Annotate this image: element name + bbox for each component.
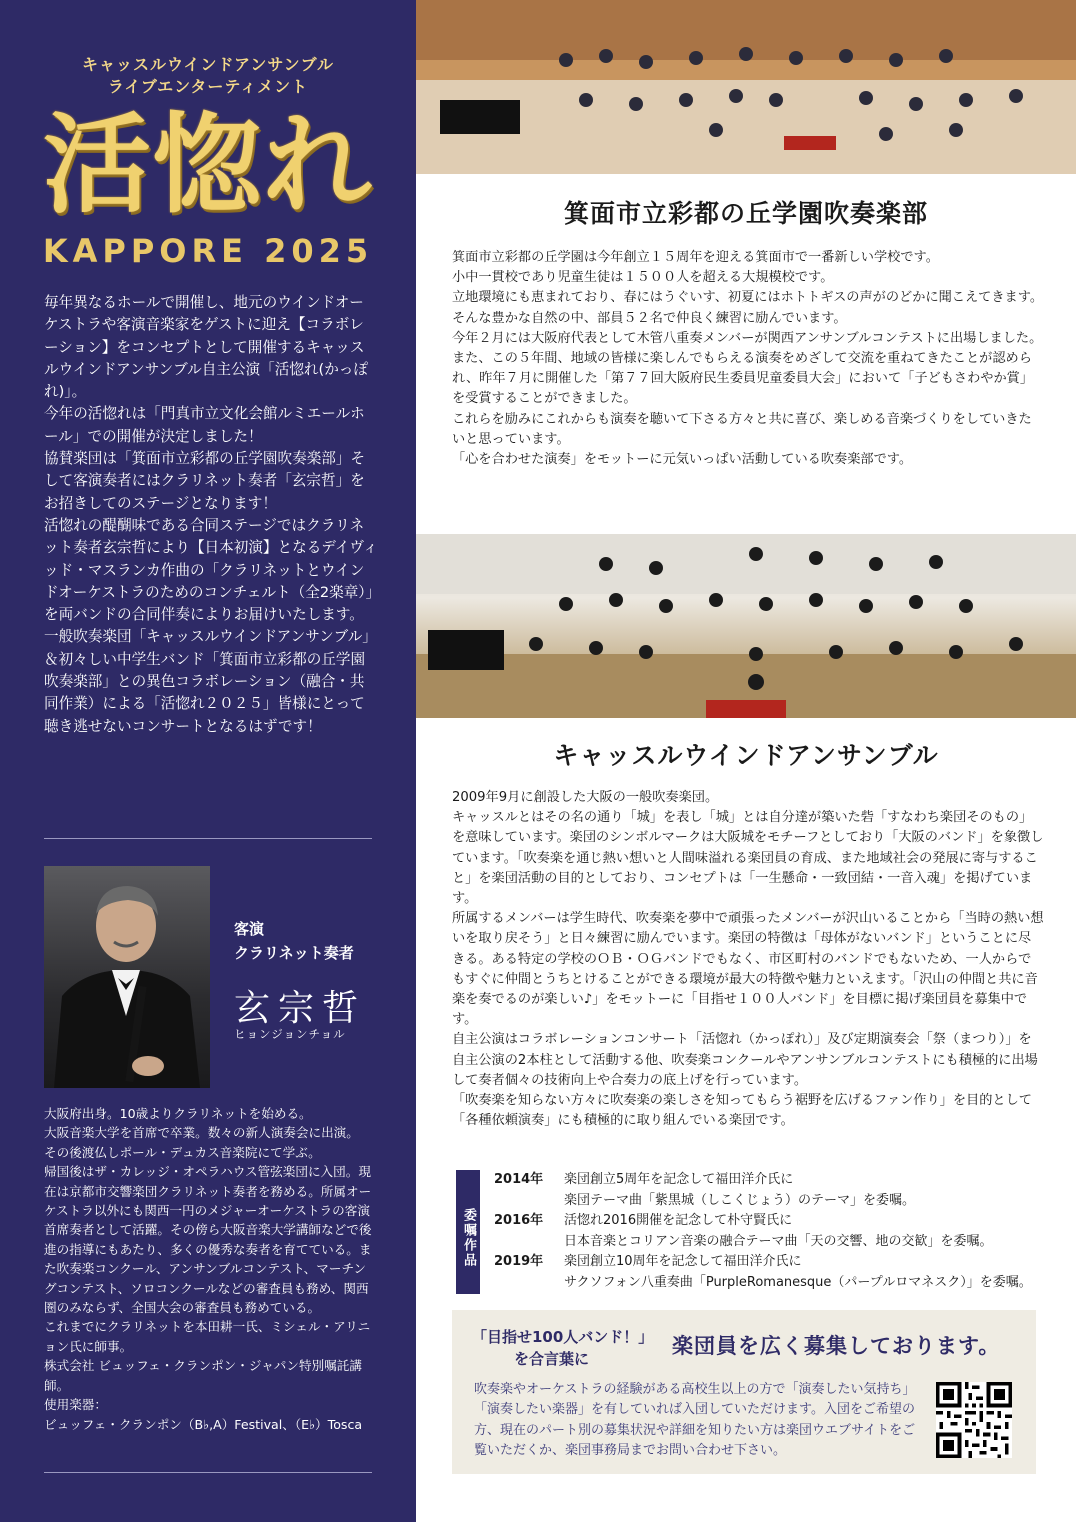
paragraph: 「吹奏楽を知らない方々に吹奏楽の楽しさを知ってもらう裾野を広げるファン作り」を目的として「各種依頼演奏」にも積極的に取り組んでいる楽団です。	[452, 1093, 1032, 1129]
ensemble-name: キャッスルウインドアンサンブル	[82, 55, 334, 74]
guest-role-label: 客演	[234, 920, 265, 938]
castle-ensemble-photo	[416, 534, 1076, 718]
intro-paragraph: 毎年異なるホールで開催し、地元のウインドオーケストラや客演音楽家をゲストに迎え【コラボレーション】をコンセプトとして開催するキャッスルウインドアンサンブル自主公演「活惚れ(かっぽれ)」。	[44, 294, 368, 401]
paragraph: 「心を合わせた演奏」をモットーに元気いっぱい活動している吹奏楽部です。	[452, 452, 913, 468]
recruit-motto: 「目指せ100人バンド！」	[472, 1328, 654, 1346]
bio-line: その後渡仏しポール・デュカス音楽院にて学ぶ。	[44, 1144, 321, 1160]
bio-line: ビュッフェ・クランポン（B♭,A）Festival、（E♭）Tosca	[44, 1416, 363, 1432]
paragraph: 2009年9月に創設した大阪の一般吹奏楽団。	[452, 790, 719, 805]
paragraph: キャッスルとはその名の通り「城」を表し「城」とは自分達が築いた砦「すなわち楽団そのもの」を意味しています。楽団のシンボルマークは大阪城をモチーフとしており「大阪のバンド」を象徴しています。「吹奏楽を通じ熱い想いと人間味溢れる楽団員の育成、また地域社会の発展に寄与すること」を楽団活動の目的としており、コンセプトは「一生懸命・一致団結・一音入魂」を掲げています。	[452, 810, 1044, 907]
intro-paragraph: 今年の活惚れは「門真市立文化会館ルミエールホール」での開催が決定しました！	[44, 405, 365, 445]
intro-text	[44, 292, 378, 738]
commission-item	[494, 1170, 1054, 1211]
guest-biography	[44, 1104, 378, 1434]
paragraph: 自主公演はコラボレーションコンサート「活惚れ（かっぽれ）」及び定期演奏会「祭（まつり）」を自主公演の2本柱として活動する他、吹奏楽コンクールやアンサンブルコンテストにも積極的に出場して奏者個々の技術向上や合奏力の底上げを行っています。	[452, 1032, 1038, 1088]
left-sidebar	[0, 0, 416, 1522]
commission-item	[494, 1211, 1054, 1252]
divider	[44, 1472, 372, 1473]
recruit-headline: 楽団員を広く募集しております。	[672, 1334, 1001, 1358]
event-subtitle: ライブエンターティメント	[107, 77, 309, 96]
guest-name-kana: ヒョンジョンチョル	[234, 1027, 346, 1041]
castle-ensemble-description	[452, 788, 1044, 1131]
castle-ensemble-title: キャッスルウインドアンサンブル	[553, 741, 939, 770]
commission-line: サクソフォン八重奏曲「PurpleRomanesque（パープルロマネスク）」を委嘱。	[564, 1274, 1032, 1290]
commission-text	[564, 1211, 1054, 1252]
guest-instrument-label: クラリネット奏者	[234, 944, 354, 962]
commission-line: 楽団創立10周年を記念して福田洋介氏に	[564, 1254, 802, 1270]
commission-year: 2016年	[494, 1213, 544, 1229]
commission-item	[494, 1252, 1054, 1293]
castle-ensemble-illustration	[416, 534, 1076, 718]
commission-line: 日本音楽とコリアン音楽の融合テーマ曲「天の交響、地の交歓」を委嘱。	[564, 1233, 993, 1249]
school-band-title: 箕面市立彩都の丘学園吹奏楽部	[563, 199, 928, 228]
paragraph: 箕面市立彩都の丘学園は今年創立１５周年を迎える箕面市で一番新しい学校です。	[452, 250, 939, 265]
commission-text	[564, 1252, 1054, 1293]
commissions-label: 委嘱作品	[456, 1170, 480, 1294]
paragraph: 小中一貫校であり児童生徒は１５００人を超える大規模校です。	[452, 270, 834, 286]
intro-paragraph: 一般吹奏楽団「キャッスルウインドアンサンブル」＆初々しい中学生バンド「箕面市立彩都の丘学園吹奏楽部」との異色コラボレーション（融合・共同作業）による「活惚れ２０２５」皆様にとって聴き逃せないコンサートとなるはずです！	[44, 628, 377, 735]
commission-line: 楽団創立5周年を記念して福田洋介氏に	[564, 1172, 794, 1187]
commission-year: 2019年	[494, 1254, 544, 1270]
commission-line: 活惚れ2016開催を記念して朴守賢氏に	[564, 1213, 793, 1229]
school-band-illustration	[416, 0, 1076, 174]
paragraph: 立地環境にも恵まれており、春にはうぐいす、初夏にはホトトギスの声がのどかに聞こえてきます。そんな豊かな自然の中、部員５２名で仲良く練習に励んでいます。	[452, 290, 1044, 326]
bio-line: 帰国後はザ・カレッジ・オペラハウス管弦楽団に入団。現在は京都市交響楽団クラリネット奏者を務める。所属オーケストラ以外にも関西一円のメジャーオーケストラの客演首席奏者として活躍。その傍ら大阪音楽大学講師などで後進の指導にもあたり、多くの優秀な奏者を育てている。また吹奏楽コンクール、アンサンブルコンテスト、マーチングコンテスト、ソロコンクールなどの審査員も務め、関西圏のみならず、全国大会の審査員も務めている。	[44, 1164, 372, 1316]
commission-text	[564, 1170, 1054, 1211]
guest-portrait	[44, 866, 210, 1088]
commission-line: 楽団テーマ曲「紫黒城（しこくじょう）のテーマ」を委嘱。	[564, 1192, 916, 1208]
paragraph: これらを励みにこれからも演奏を聴いて下さる方々と共に喜び、楽しめる音楽づくりをしていきたいと思っています。	[452, 411, 1032, 447]
school-band-description	[452, 248, 1044, 470]
paragraph: 所属するメンバーは学生時代、吹奏楽を夢中で頑張ったメンバーが沢山いることから「当時の熱い想いを取り戻そう」と日々練習に励んでいます。楽団の特徴は「母体がないバンド」ということに尽きる。ある特定の学校のＯＢ・ＯＧバンドでもなく、市区町村のバンドでもないため、一人からでもすぐに仲間とうちとけることができる環境が最大の特徴や魅力といえます。「沢山の仲間と共に音楽を奏でるのが楽しい♪」をモットーに「目指せ１００人バンド」を目標に掲げ楽団員を募集中です。	[452, 911, 1044, 1028]
commissions-list	[494, 1170, 1054, 1294]
recruitment-box	[452, 1310, 1036, 1474]
intro-paragraph: 活惚れの醍醐味である合同ステージではクラリネット奏者玄宗哲により【日本初演】となるデイヴィッド・マスランカ作曲の「クラリネットとウインドオーケストラのためのコンチェルト（全2楽章）」を両バンドの合同伴奏によりお届けいたします。	[44, 516, 378, 624]
divider	[44, 838, 372, 839]
bio-line: これまでにクラリネットを本田耕一氏、ミシェル・アリニョン氏に師事。	[44, 1319, 371, 1354]
qr-code-graphic	[936, 1382, 1012, 1458]
bio-line: 大阪府出身。10歳よりクラリネットを始める。	[44, 1106, 312, 1121]
qr-code-icon[interactable]	[936, 1382, 1012, 1458]
recruit-description: 吹奏楽やオーケストラの経験がある高校生以上の方で「演奏したい気持ち」「演奏したい楽器」を有していれば入団していただけます。入団をご希望の方、現在のパート別の募集状況や詳細を知りたい方は楽団ウエブサイトをご覧いただくか、楽団事務局までお問い合わせ下さい。	[474, 1382, 916, 1459]
clarinetist-photo-illustration	[44, 866, 210, 1088]
bio-line: 株式会社 ビュッフェ・クランポン・ジャパン特別嘱託講師。	[44, 1358, 362, 1393]
school-band-photo	[416, 0, 1076, 174]
intro-paragraph: 協賛楽団は「箕面市立彩都の丘学園吹奏楽部」そして客演奏者にはクラリネット奏者「玄宗哲」をお招きしてのステージとなります！	[44, 450, 366, 512]
kappore-2025-wordmark: KAPPORE 2025	[42, 232, 374, 270]
paragraph: また、この５年間、地域の皆様に楽しんでもらえる演奏をめざして交流を重ねてきたことが認められ、昨年７月に開催した「第７７回大阪府民生委員児童委員大会」において「子どもさわやか賞」を受賞することができました。	[452, 351, 1034, 407]
paragraph: 今年２月には大阪府代表として木管八重奏メンバーが関西アンサンブルコンテストに出場しました。	[452, 330, 1043, 346]
kappore-logo: 活惚れ	[42, 102, 373, 228]
recruit-motto-suffix: を合言葉に	[514, 1350, 590, 1368]
bio-line: 大阪音楽大学を首席で卒業。数々の新人演奏会に出演。	[44, 1125, 359, 1141]
bio-line: 使用楽器：	[44, 1397, 107, 1413]
commission-year: 2014年	[494, 1172, 544, 1187]
guest-name: 玄宗哲	[234, 988, 367, 1029]
